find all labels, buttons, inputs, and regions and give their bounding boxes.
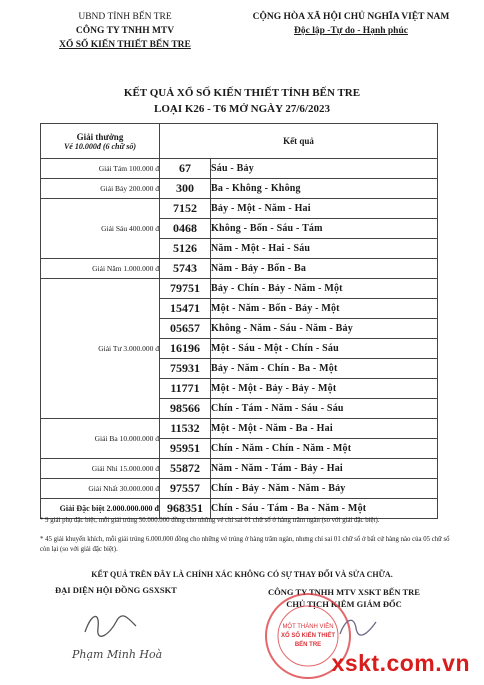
number-in-words: Chín - Bảy - Năm - Năm - Bảy — [211, 479, 438, 499]
number-in-words: Chín - Tám - Năm - Sáu - Sáu — [211, 399, 438, 419]
winning-number: 67 — [160, 159, 211, 179]
prize-column-subtitle: Vé 10.000đ (6 chữ số) — [63, 141, 137, 151]
results-body — [41, 159, 438, 519]
winning-number: 05657 — [160, 319, 211, 339]
number-in-words: Năm - Một - Hai - Sáu — [211, 239, 438, 259]
winning-number: 55872 — [160, 459, 211, 479]
prize-name: Giải Nhì 15.000.000 đ — [41, 459, 160, 479]
table-row — [41, 479, 438, 499]
number-in-words: Năm - Bảy - Bốn - Ba — [211, 259, 438, 279]
table-row — [41, 419, 438, 439]
winning-number: 968351 — [160, 499, 211, 519]
table-row — [41, 159, 438, 179]
number-in-words: Một - Một - Bảy - Bảy - Một — [211, 379, 438, 399]
issuer-line-2: CÔNG TY TNHH MTV — [75, 26, 175, 36]
winning-number: 5126 — [160, 239, 211, 259]
winning-number: 300 — [160, 179, 211, 199]
number-in-words: Năm - Năm - Tám - Bảy - Hai — [211, 459, 438, 479]
winning-number: 79751 — [160, 279, 211, 299]
prize-name: Giải Ba 10.000.000 đ — [41, 419, 160, 459]
number-in-words: Không - Bốn - Sáu - Tám — [211, 219, 438, 239]
document-subtitle: LOẠI K26 - T6 MỞ NGÀY 27/6/2023 — [153, 103, 330, 115]
winning-number: 15471 — [160, 299, 211, 319]
winning-number: 98566 — [160, 399, 211, 419]
representative-title: CHỦ TỊCH KIÊM GIÁM ĐỐC — [286, 599, 402, 609]
prize-name: Giải Tám 100.000 đ — [41, 159, 160, 179]
results-table — [40, 123, 438, 519]
stamp-line-2: XỔ SỐ KIẾN THIẾT — [280, 633, 336, 639]
note-special-consolation: * 9 giải phụ đặc biệt, mỗi giải trúng 50.000.000 đồng cho những vé chỉ sai 01 chữ số ở hàng trăm ngàn (so với giải đặc biệt). — [40, 517, 380, 524]
issuer-line-3: XỔ SỐ KIẾN THIẾT BẾN TRE — [59, 40, 191, 50]
number-in-words: Sáu - Bảy — [211, 159, 438, 179]
signature-mark-left — [80, 608, 140, 638]
country-name: CỘNG HÒA XÃ HỘI CHỦ NGHĨA VIỆT NAM — [252, 12, 450, 22]
prize-name: Giải Bảy 200.000 đ — [41, 179, 160, 199]
winning-number: 97557 — [160, 479, 211, 499]
winning-number: 11532 — [160, 419, 211, 439]
motto: Độc lập -Tự do - Hạnh phúc — [294, 26, 408, 36]
winning-number: 11771 — [160, 379, 211, 399]
winning-number: 95951 — [160, 439, 211, 459]
number-in-words: Bảy - Năm - Chín - Ba - Một — [211, 359, 438, 379]
table-row — [41, 199, 438, 219]
winning-number: 7152 — [160, 199, 211, 219]
prize-name: Giải Nhất 30.000.000 đ — [41, 479, 160, 499]
prize-column-title: Giải thưởng — [76, 131, 124, 142]
winning-number: 0468 — [160, 219, 211, 239]
table-header-row — [41, 124, 438, 159]
winning-number: 75931 — [160, 359, 211, 379]
prize-name: Giải Tư 3.000.000 đ — [41, 279, 160, 419]
stamp-line-3: BẾN TRE — [294, 642, 322, 648]
result-column-header: Kết quả — [160, 124, 438, 159]
number-in-words: Chín - Năm - Chín - Năm - Một — [211, 439, 438, 459]
prize-name: Giải Năm 1.000.000 đ — [41, 259, 160, 279]
number-in-words: Một - Một - Năm - Ba - Hai — [211, 419, 438, 439]
number-in-words: Một - Sáu - Một - Chín - Sáu — [211, 339, 438, 359]
table-row — [41, 179, 438, 199]
stamp-line-1: MỘT THÀNH VIÊN — [282, 624, 334, 630]
motto-block — [226, 10, 476, 38]
document-title: KẾT QUẢ XỔ SỐ KIẾN THIẾT TỈNH BẾN TRE — [123, 87, 361, 99]
signature-mark-right — [336, 612, 386, 642]
issuer-block — [40, 10, 210, 52]
council-representative: ĐẠI DIỆN HỘI ĐỒNG GSXSKT — [55, 585, 177, 595]
winning-number: 16196 — [160, 339, 211, 359]
issuer-line-1: UBND TỈNH BẾN TRE — [78, 12, 172, 22]
number-in-words: Bảy - Một - Năm - Hai — [211, 199, 438, 219]
table-row — [41, 459, 438, 479]
company-name: CÔNG TY TNHH MTV XSKT BẾN TRE — [268, 587, 420, 597]
prize-name: Giải Đặc biệt 2.000.000.000 đ — [41, 499, 160, 519]
signer-name: Phạm Minh Hoà — [72, 648, 163, 661]
prize-name: Giải Sáu 400.000 đ — [41, 199, 160, 259]
table-row — [41, 279, 438, 299]
watermark: xskt.com.vn — [331, 650, 470, 676]
number-in-words: Không - Năm - Sáu - Năm - Bảy — [211, 319, 438, 339]
number-in-words: Một - Năm - Bốn - Bảy - Một — [211, 299, 438, 319]
note-encouragement: * 45 giải khuyến khích, mỗi giải trúng 6.000.000 đồng cho những vé trúng ở hàng trăm ngàn, nhưng chỉ sai 01 chữ số ở bất cứ hàng nào của 05 chữ số còn lại (so với giải đặc biệt). — [40, 536, 450, 553]
table-row — [41, 259, 438, 279]
confirmation-statement: KẾT QUẢ TRÊN ĐÂY LÀ CHÍNH XÁC KHÔNG CÓ SỰ THAY ĐỔI VÀ SỬA CHỮA. — [91, 570, 393, 579]
winning-number: 5743 — [160, 259, 211, 279]
number-in-words: Chín - Sáu - Tám - Ba - Năm - Một — [211, 499, 438, 519]
number-in-words: Bảy - Chín - Bảy - Năm - Một — [211, 279, 438, 299]
prize-column-header — [41, 124, 160, 159]
number-in-words: Ba - Không - Không — [211, 179, 438, 199]
